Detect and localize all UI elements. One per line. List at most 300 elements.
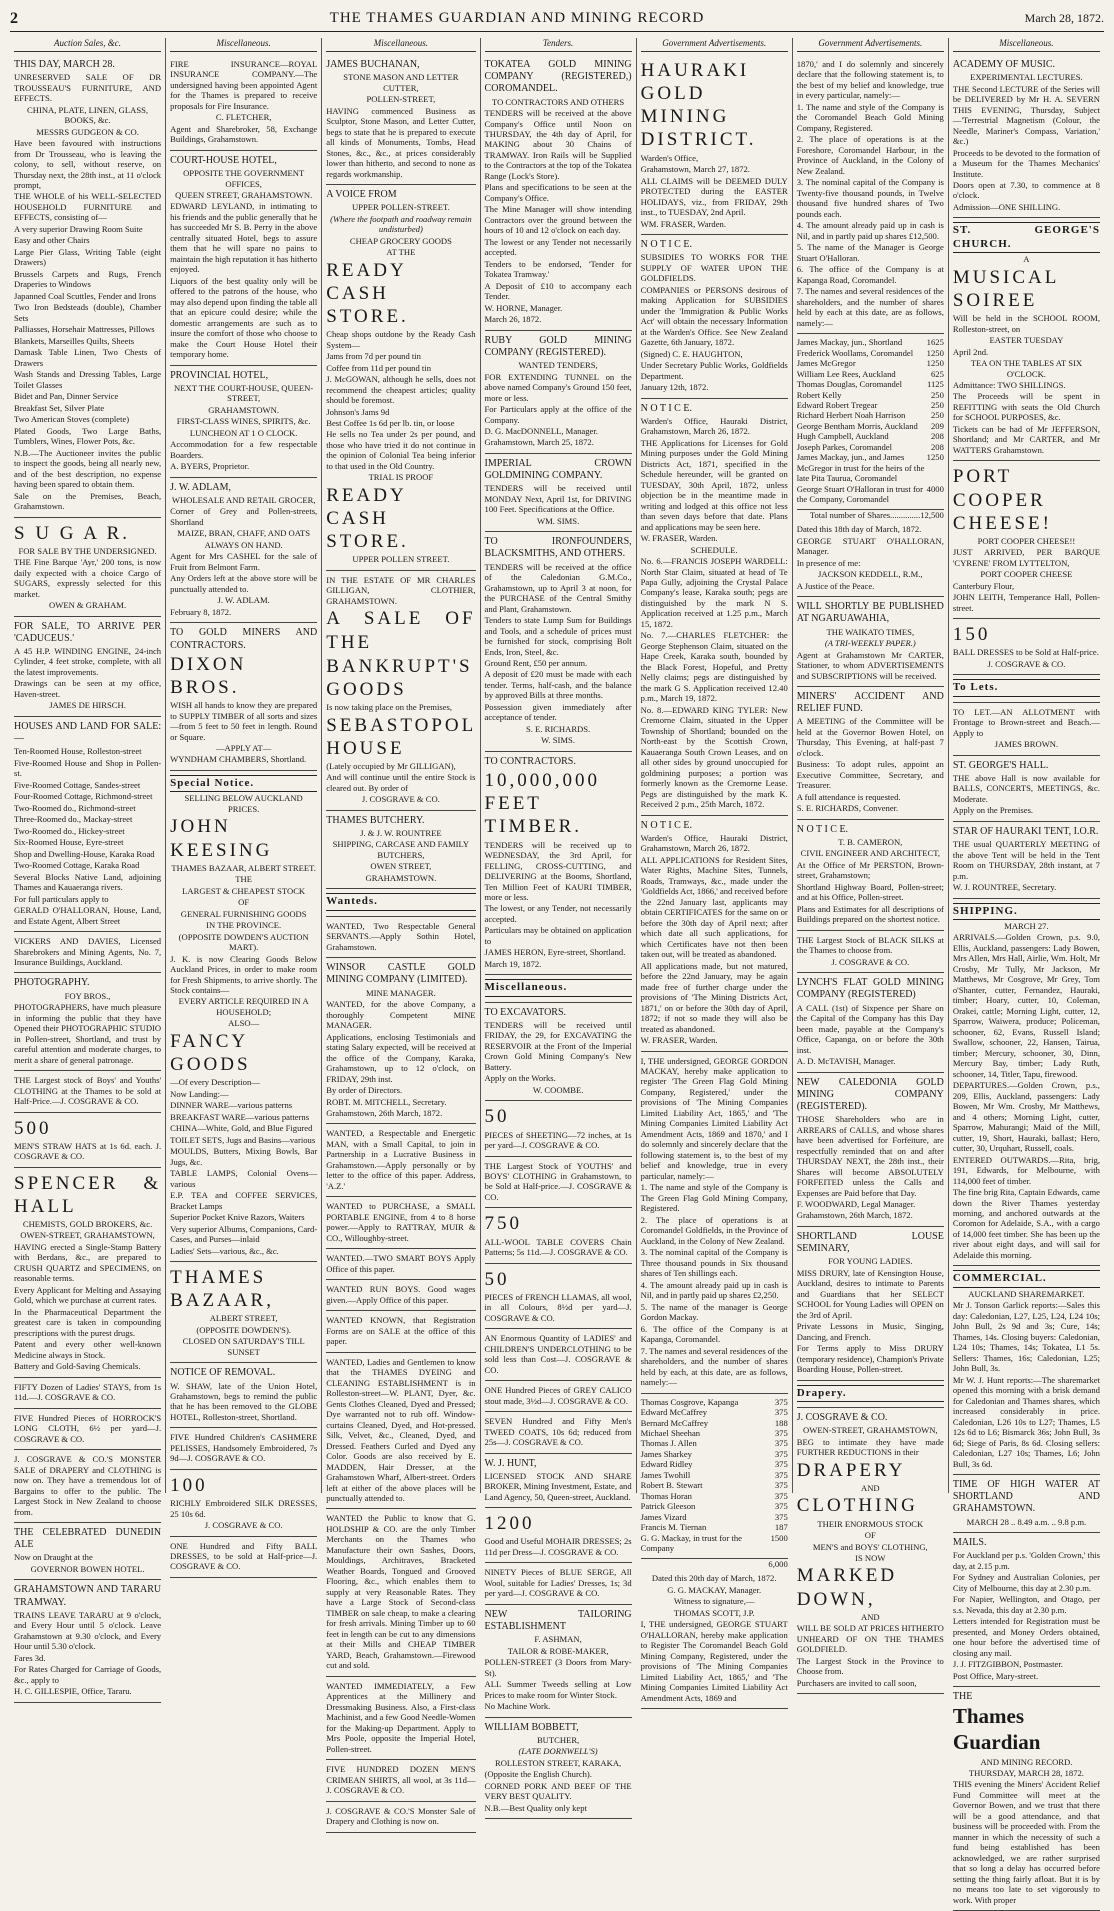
ad-line: Drawings can be seen at my office, Haven-street.	[14, 678, 162, 699]
ad-line: Grahamstown, 26th March, 1872.	[326, 1107, 443, 1118]
ad-line: SHIPPING.	[953, 903, 1100, 920]
ad-line: THOSE Shareholders who are in ARREARS of CALLS, and whose shares have been advertised for Forfeiture, are respectfully reminded that on and after THURSDAY NEXT, the 28th inst., their Shares will become ABSOLUTELY FORFEITED unless the Calls and Expenses are Paid before that Day.	[796, 1114, 944, 1198]
shareholder-name: Hugh Campbell, Auckland	[796, 431, 889, 442]
advertisement	[170, 478, 317, 624]
ad-line: WM. SIMS.	[536, 515, 580, 526]
ad-line: W. SIMS.	[541, 735, 575, 746]
ad-line: Johnson's Jams 9d	[326, 406, 390, 417]
advertisement	[485, 454, 632, 532]
ad-line: SHORTLAND LOUSE SEMINARY,	[796, 1230, 944, 1255]
ad-line: No. 7.—CHARLES FLETCHER: the George Stephenson Claim, situated on the Hape Creek, Karaka south, bounded by the Black Forest, Hopeful, and Pretty Nelly claims; pegs are distinguished by the mark G S. Application received 12.40 p.m., March 19, 1872.	[640, 630, 788, 704]
shareholder-row	[641, 1449, 788, 1459]
advertisement	[953, 756, 1100, 822]
ad-line: Agent for Mrs CASHEL for the sale of Fruit from Belmont Farm.	[170, 551, 318, 572]
ad-line: Shortland Highway Board, Pollen-street; and at his Office, Pollen-street.	[796, 881, 944, 903]
shareholder-name: Bernard McCaffrey	[640, 1417, 709, 1428]
ad-line: J. COSGRAVE & CO.	[204, 1520, 283, 1531]
ad-line: Warden's Office,	[640, 152, 699, 163]
ad-line: 4. The amount already paid up in cash is Nil, and in partly paid up shares £12,500.	[796, 220, 944, 241]
ad-line: Sale on the Premises, Beach, Grahamstown.	[14, 490, 162, 512]
newspaper-column	[637, 38, 793, 1703]
ad-line: THE usual QUARTERLY MEETING of the above Tent will be held in the Tent Room on THURSDAY, 28th instant, at 7 p.m.	[952, 839, 1100, 881]
advertisement	[797, 55, 944, 334]
advertisement	[326, 1197, 475, 1249]
advertisement	[170, 1428, 317, 1469]
ad-line: For full particulars apply to	[14, 893, 109, 904]
ad-line: Breakfast Set, Silver Plate	[14, 402, 105, 413]
shareholder-row	[797, 390, 944, 400]
ad-line: Jams from 7d per pound tin	[326, 351, 421, 362]
ad-line: 6. The office of the Company is at Kapanga, Coromandel.	[640, 1323, 788, 1345]
advertisement	[641, 1052, 788, 1394]
ad-line: BUTCHER,	[536, 1734, 580, 1745]
ad-line: J. COSGRAVE & CO.'S MONSTER SALE of DRAPERY and CLOTHING is now on. They have a tremendous lot of Bargains to offer to the public. The Largest Stock in New Zealand to choose from.	[14, 1454, 162, 1517]
ad-line: BEG to intimate they have made FURTHER REDUCTIONS in their	[796, 1436, 944, 1458]
advertisement	[953, 703, 1100, 756]
shareholder-shares: 1250	[926, 347, 944, 358]
ad-line: He sells no Tea under 2s per pound, and those who have tried it do not continue in the opinion of Colonial Tea being inferior to that used in the Old Country.	[326, 429, 476, 471]
ad-line: PORT COOPER CHEESE	[980, 569, 1073, 580]
ad-line: W. J. HUNT,	[484, 1457, 537, 1469]
ad-line: Business: To adopt rules, appoint an Executive Committee, Secretary, and Treasurer.	[796, 759, 944, 791]
shareholder-name: George Stuart O'Halloran in trust for the Company, Coromandel	[796, 483, 923, 505]
advertisement	[953, 1533, 1100, 1687]
ad-line: MINERS' ACCIDENT AND RELIEF FUND.	[796, 691, 944, 715]
ad-line: For Terms apply to Miss DRURY (temporary residence), Champion's Private Boarding House, Pollen-street.	[796, 1343, 944, 1375]
ad-line: MOULDS, Butters, Mixing Bowls, Bar Jugs, &c.	[170, 1146, 318, 1167]
advertisement	[485, 1003, 632, 1102]
ad-line: J. McGOWAN, although he sells, does not recommend the cheapest articles; quality should be foremost.	[326, 374, 476, 406]
ad-line: IN THE PROVINCE.	[206, 920, 282, 931]
shareholder-row	[641, 1438, 788, 1448]
ad-line: ALL CLAIMS will be DEEMED DULY PROTECTED during the EASTER HOLIDAYS, viz., from FRIDAY, 29th inst., to TUESDAY, 2nd April.	[640, 175, 788, 218]
ad-line: GEORGE STUART O'HALLORAN, Manager.	[796, 535, 944, 557]
ad-line: GOVERNOR BOWEN HOTEL.	[30, 1563, 145, 1574]
ad-line: Grahamstown, 26th March, 1872.	[796, 1210, 913, 1221]
ad-line: S U G A R.	[14, 522, 131, 544]
ad-line: Good and Useful MOHAIR DRESSES; 2s 11d per Dress—J. COSGRAVE & CO.	[484, 1536, 632, 1557]
ad-line: —Of every Description—	[170, 1077, 260, 1088]
shareholder-name: Joseph Parkes, Coromandel	[796, 441, 892, 452]
ad-line: TENDERS will be received at the above Company's Office until Noon on THURSDAY, the 4th day of April, for MAKING about 30 Chains of TRAMWAY. Iron Rails will be Supplied to the Contractors at the top of the Tokatea Range (Lock's Store).	[484, 108, 632, 181]
ad-line: MINE MANAGER.	[366, 987, 436, 998]
advertisement	[14, 55, 161, 518]
ad-line: W. HORNE, Manager.	[484, 302, 563, 313]
newspaper-column	[949, 38, 1104, 1905]
ad-line: THE Fine Barque 'Ayr,' 200 tons, is now daily expected with a choice Cargo of SUGARS, expressly selected for this market.	[14, 557, 162, 599]
shareholder-shares: 375	[774, 1501, 788, 1512]
ad-line: January 12th, 1872.	[640, 382, 709, 393]
advertisement	[14, 617, 161, 717]
advertisement	[953, 1475, 1100, 1533]
ad-line: READY CASH STORE.	[326, 259, 409, 327]
ad-line: Special Notice.	[170, 775, 317, 792]
shareholder-row	[797, 369, 944, 379]
shareholder-shares: 375	[774, 1438, 788, 1449]
shareholder-shares: 375	[774, 1459, 788, 1470]
ad-line: SPENCER & HALL	[14, 1172, 162, 1217]
ad-line: THIS DAY, MARCH 28.	[14, 58, 115, 70]
advertisement	[953, 1266, 1100, 1475]
ad-line: WANTED, a Respectable and Energetic MAN, with a Small Capital, to join in Partnership in a Lucrative Business in Grahamstown.—Apply personally or by letter to the office of this paper. Address, 'A.Z.'	[326, 1128, 476, 1191]
advertisement	[485, 1563, 632, 1604]
ad-line: THOMAS SCOTT, J.P.	[673, 1607, 755, 1618]
advertisement	[797, 973, 944, 1072]
issue-date: March 28, 1872.	[1024, 11, 1104, 25]
ad-line: SCHEDULE.	[690, 544, 738, 555]
shareholder-name: Edward Ridley	[640, 1459, 693, 1470]
ad-line: TOILET SETS, Jugs and Basins—various	[170, 1134, 316, 1145]
ad-line: CLOTHING	[796, 1495, 918, 1517]
ad-line: QUEEN STREET, GRAHAMSTOWN.	[175, 190, 313, 200]
ad-line: IN THE ESTATE OF MR CHARLES GILLIGAN, CLOTHIER, GRAHAMSTOWN.	[326, 574, 476, 606]
shareholder-name: James Vizard	[640, 1511, 687, 1522]
shareholder-shares: 1125	[926, 379, 944, 390]
ad-line: F. WOODWARD, Legal Manager.	[796, 1198, 916, 1209]
shareholder-name: James Mackay, jun., Shortland	[796, 337, 903, 348]
shareholder-row	[641, 1418, 788, 1428]
ad-line: OF	[238, 897, 250, 908]
ad-line: Drapery.	[797, 1385, 944, 1402]
ad-line: MARCH 28 .. 8.49 a.m. .. 9.8 p.m.	[966, 1516, 1087, 1527]
ad-line: EASTER TUESDAY	[989, 335, 1064, 346]
ad-line: BANKRUPT'S GOODS	[326, 655, 473, 700]
ad-line: AND MINING RECORD.	[980, 1756, 1073, 1767]
ad-line: 750	[484, 1213, 523, 1235]
ad-line: Damask Table Linen, Two Chests of Drawers	[14, 347, 162, 368]
ad-line: FANCY GOODS	[170, 1030, 251, 1076]
shareholder-shares: 1625	[926, 337, 944, 348]
advertisement	[170, 151, 317, 366]
shareholder-shares: 187	[774, 1522, 788, 1533]
advertisement	[485, 1412, 632, 1453]
ad-line: THE Second LECTURE of the Series will be DELIVERED by Mr H. A. SEVERN THIS EVENING, Thursday, Subject—'Terrestrial Magnetism (Colour, the Needle, Mariner's Compass, Variation,' &c.)	[952, 83, 1100, 147]
ad-line: Agent at Grahamstown Mr CARTER, Stationer, to whom ADVERTISEMENTS and SUBSCRIPTIONS will be received.	[796, 649, 944, 681]
ad-line: A VOICE FROM	[326, 189, 397, 200]
ad-line: The lowest or any Tender not necessarily accepted.	[484, 236, 632, 258]
ad-line: A deposit of £20 must be made with each tender. Terms, half-cash, and the balance by approved Bills at three months.	[484, 669, 632, 701]
ad-line: JAMES HERON, Eyre-street, Shortland.	[484, 947, 626, 958]
advertisement	[797, 1408, 944, 1694]
shareholder-row	[797, 484, 944, 505]
ad-line: I, THE undersigned, GEORGE GORDON MACKAY, hereby make application to register 'The Green Flag Gold Mining Company, Registered,' under the provisions of 'The Mining Companies Limited Liability Act, 1865,' and 'The Mining Companies Limited Liability Act Amendment Acts, 1869 and 1870,' and I do solemnly and sincerely declare that the following statement is, to the best of my belief and knowledge, true in every particular, namely:—	[640, 1055, 788, 1181]
advertisement	[326, 1677, 475, 1760]
ad-line: FIRST-CLASS WINES, SPIRITS, &c.	[176, 416, 311, 427]
ad-line: N O T I C E.	[640, 239, 692, 251]
ad-line: J. W. ADLAM,	[170, 481, 231, 493]
advertisement	[485, 1508, 632, 1563]
ad-line: BREAKFAST WARE—various patterns	[170, 1111, 310, 1122]
ad-line: CHINA—White, Gold, and Blue Figured	[170, 1123, 313, 1134]
ad-line: The Proceeds will be spent in REFITTING with seats the Old Church for SCHOOL PURPOSES, &c.	[952, 391, 1100, 423]
ad-line: OF	[864, 1530, 876, 1541]
ad-line: SELLING BELOW AUCKLAND PRICES.	[184, 793, 303, 814]
ad-line: Plans and specifications to be seen at the Company's Office.	[484, 182, 632, 203]
advertisement	[953, 55, 1100, 218]
ad-line: Large Pier Glass, Writing Table (eight Drawers)	[14, 246, 162, 268]
advertisement	[485, 975, 632, 1002]
shareholder-shares: 1250	[926, 358, 944, 369]
ad-line: THAMES BAZAAR,	[170, 1267, 274, 1312]
shareholder-shares: 375	[774, 1511, 788, 1522]
advertisement	[326, 1124, 475, 1197]
shareholder-row	[797, 421, 944, 431]
ad-line: RICHLY Embroidered SILK DRESSES, 25 10s 6d.	[170, 1498, 318, 1519]
ad-line: POLLEN-STREET,	[366, 94, 436, 105]
advertisement	[14, 1168, 161, 1378]
ad-line: N.B.—Best Quality only kept	[484, 1802, 587, 1813]
advertisement	[326, 571, 475, 811]
ad-line: WYNDHAM CHAMBERS, Shortland.	[170, 754, 307, 765]
advertisement	[797, 820, 944, 931]
ad-line: ENTERED OUTWARDS.—Rita, brig, 191, Edwards, for Melbourne, with 114,000 feet of timber.	[952, 1154, 1100, 1186]
ad-line: MEN'S STRAW HATS at 1s 6d. each. J. COSGRAVE & CO.	[14, 1140, 162, 1162]
ad-line: WHOLESALE AND RETAIL GROCER,	[171, 495, 316, 505]
ad-line: At the Office of Mr PERSTON, Brown-street, Grahamstown;	[796, 859, 944, 881]
ad-line: N O T I C E.	[640, 819, 692, 831]
ad-line: Corner of Grey and Pollen-streets, Shortland	[170, 506, 318, 527]
ad-line: To Lets.	[953, 679, 1100, 696]
ad-line: Any Orders left at the above store will be punctually attended to.	[170, 573, 318, 594]
ad-line: THE CELEBRATED DUNEDIN ALE	[14, 1527, 162, 1551]
shareholder-row	[641, 1491, 788, 1501]
advertisement	[485, 1454, 632, 1509]
ad-line: W. COOMBE.	[532, 1084, 584, 1095]
ad-line: OPPOSITE THE GOVERNMENT OFFICES,	[183, 168, 305, 189]
ad-line: STONE MASON AND LETTER CUTTER,	[343, 72, 459, 93]
ad-line: JUST ARRIVED, PER BARQUE 'CYRENE' FROM LYTTELTON,	[952, 547, 1100, 568]
ad-line: Under Secretary Public Works, Goldfields Department.	[640, 360, 788, 381]
advertisement	[641, 399, 788, 816]
newspaper-column	[10, 38, 166, 1697]
ad-line: Every Applicant for Melting and Assaying Gold, which we purchase at current rates.	[14, 1284, 162, 1306]
ad-line: February 8, 1872.	[170, 606, 232, 617]
ad-line: JACKSON KEDDELL, R.M.,	[818, 569, 923, 580]
ad-line: N O T I C E.	[640, 402, 692, 414]
ad-line: Battery and Gold-Saving Chemicals.	[14, 1361, 141, 1372]
ad-line: ALL-WOOL TABLE COVERS Chain Patterns; 5s 11d.—J. COSGRAVE & CO.	[484, 1236, 632, 1258]
ad-line: J. COSGRAVE & CO.	[987, 658, 1066, 669]
ad-line: By order of Directors.	[326, 1085, 403, 1096]
ad-line: F. ASHMAN,	[534, 1634, 582, 1645]
ad-line: CIVIL ENGINEER AND ARCHITECT,	[800, 848, 940, 859]
ad-line: FOR SALE BY THE UNDERSIGNED.	[18, 545, 157, 556]
shareholder-row	[797, 431, 944, 441]
ad-line: VICKERS AND DAVIES, Licensed Sharebrokers and Mining Agents, No. 7, Insurance Buildings, Auckland.	[14, 936, 162, 967]
advertisement	[14, 1113, 161, 1168]
shareholder-shares: 375	[774, 1480, 788, 1491]
ad-line: WANTED, for the above Company, a thoroughly Competent MINE MANAGER.	[326, 999, 476, 1031]
shareholder-row	[641, 1397, 788, 1407]
shareholder-name: William Lee Rees, Auckland	[796, 368, 896, 379]
ad-line: FOR SALE, TO ARRIVE PER 'CADUCEUS.'	[14, 620, 162, 644]
ad-line: UNRESERVED SALE OF DR TROUSSEAU'S FURNITURE, AND EFFECTS.	[14, 72, 162, 104]
shareholder-row	[641, 1533, 788, 1554]
ad-line: Agent and Sharebroker, 58, Exchange Buildings, Grahamstown.	[170, 123, 318, 145]
advertisement	[170, 1470, 317, 1537]
ad-line: GENERAL FURNISHING GOODS	[180, 908, 307, 919]
ad-line: Five-Roomed House and Shop in Pollen-st.	[14, 757, 162, 779]
ad-line: J. W. ADLAM.	[217, 595, 270, 606]
ad-line: J. COSGRAVE & CO.	[831, 956, 910, 967]
advertisement	[170, 623, 317, 771]
shareholder-name: James Sharkey	[640, 1448, 692, 1459]
shareholder-shares: 375	[774, 1490, 788, 1501]
ad-line: TO CONTRACTORS.	[484, 755, 576, 767]
ad-line: Mr W. J. Hunt reports:—The sharemarket opened this morning with a brisk demand for Caledonian and Thames shares, which increased considerably in price. Caledonian, L26 10s to L27; Thames, L5 12s 6d to L6; Bismarck 36s; John Bull, 3s 6d; Siege of Paris, 8s 6d. Closing sellers: Caledonian, L27 10s; Thames, L6; John Bull, 3s 6d.	[952, 1374, 1100, 1469]
ad-line: T. B. CAMERON,	[838, 836, 903, 847]
ad-line: 10,000,000 FEET TIMBER.	[484, 770, 601, 838]
ad-line: For Particulars apply at the office of the Company.	[484, 404, 632, 425]
advertisement	[485, 752, 632, 976]
ad-line: Grahamstown, March 25, 1872.	[484, 437, 594, 448]
ad-line: THE Largest Stock of YOUTHS' and BOYS' CLOTHING in Grahamstown, to be Sold at Half-price.—J. COSGRAVE & CO.	[484, 1160, 632, 1202]
ad-line: ROLLESTON STREET, KARAKA,	[494, 1757, 622, 1768]
ad-line: Witness to signature,—	[673, 1596, 755, 1607]
shareholders-list	[641, 1394, 788, 1559]
ad-line: Now Landing:—	[170, 1088, 229, 1099]
advertisement	[953, 619, 1100, 675]
shareholder-row	[797, 358, 944, 368]
ad-line: TENDERS will be received up to WEDNESDAY, the 3rd April, for FELLING, CROSS-CUTTING, and DELIVERING at the Booms, Shortland, Ten Million Feet of KAURI TIMBER, more or less.	[484, 839, 632, 902]
ad-line: S. E. RICHARDS, Convener.	[796, 803, 899, 814]
ad-line: ARRIVALS.—Golden Crown, p.s. 9.0, Ellis, Auckland, passengers: Lady Bowen, Mrs Allen, Mrs Hall, Airlie, Wm. Holt, Mr Crosby, Mr Tully, Mr Jackson, Mr Matthews, Mr Cosgrove, Mr Grey, Tom o'Shanter, cutter, Fernandez, Hauraki, timber; Hoary, cutter, 10, Coleman, Orakei, cattle; Morning Light, cutter, 12, Sparrow, Waiwera, produce; Policeman, schooner, 62, Evans, Russell Island; Swallow, schooner, 22, Hansen, Tairua, timber; Mercury, schooner, 30, Dinn, Mercury Bay, timber; Lady Ruth, schooner, 14, Titler, Tapu, firewood.	[952, 932, 1100, 1079]
ad-line: Several Blocks Native Land, adjoining Thames and Kauaeranga rivers.	[14, 871, 162, 893]
ad-line: Wash Stands and Dressing Tables, Large Toilet Glasses	[14, 369, 162, 390]
ad-line: C. FLETCHER,	[215, 112, 272, 123]
ad-line: JOHN LEITH, Temperance Hall, Pollen-street.	[952, 592, 1100, 613]
ad-line: Particulars may be obtained on application to	[484, 925, 632, 946]
ad-line: FOR YOUNG LADIES.	[828, 1256, 913, 1267]
ad-line: DINNER WARE—various patterns	[170, 1100, 293, 1111]
advertisement	[326, 1311, 475, 1352]
shareholder-shares: 375	[774, 1469, 788, 1480]
advertisement	[14, 1450, 161, 1523]
ad-line: FIVE Hundred Pieces of HORROCK'S LONG CLOTH, 6½ per yard—J. COSGRAVE & CO.	[14, 1412, 162, 1444]
ad-line: ALL Summer Tweeds selling at Low Prices to make room for Winter Stock.	[484, 1679, 632, 1700]
page-number: 2	[10, 9, 18, 27]
ad-line: MISS DRURY, late of Kensington House, Auckland, desires to intimate to Parents and Guardians that her SELECT SCHOOL for Young Ladies will OPEN on the 3rd of April.	[796, 1267, 944, 1320]
ad-line: EXPERIMENTAL LECTURES.	[970, 72, 1083, 83]
ad-line: FIRE INSURANCE—ROYAL INSURANCE COMPANY.—The undersigned having been appointed Agent for the Thames is prepared to receive proposals for Fire Insurance.	[170, 58, 318, 111]
ad-line: 500	[14, 1117, 52, 1139]
shareholder-name: Frederick Woollams, Coromandel	[796, 347, 914, 358]
ad-line: Now on Draught at the	[14, 1552, 93, 1563]
ad-line: Palliasses, Horsehair Mattresses, Pillows	[14, 324, 155, 335]
ad-line: Private Lessons in Music, Singing, Dancing, and French.	[796, 1321, 944, 1342]
ad-line: All applications made, but not matured, before the 22nd January, may be again made free of further charge under the provisions of 'The Mining Districts Act, 1871,' on or before the 30th day of April, 1872; if not so made they will also be treated as abandoned.	[640, 960, 788, 1034]
ad-line: The Largest Stock in the Province to Choose from.	[796, 1655, 944, 1677]
ad-line: NEW TAILORING ESTABLISHMENT	[484, 1608, 632, 1632]
shareholder-name: G. G. Mackay, in trust for the Company	[640, 1532, 742, 1554]
ad-line: WISH all hands to know they are prepared to SUPPLY TIMBER of all sorts and sizes—from 5 feet to 50 feet in length. Round or Square.	[170, 700, 318, 742]
advertisement	[953, 899, 1100, 1267]
ad-line: Ladies' Sets—various, &c., &c.	[170, 1245, 279, 1256]
ad-line: WANTED.—TWO SMART BOYS Apply Office of this paper.	[326, 1253, 476, 1274]
ad-line: EVERY ARTICLE REQUIRED IN A HOUSEHOLD;	[178, 996, 309, 1017]
advertisement	[485, 331, 632, 454]
advertisement	[326, 1509, 475, 1676]
ad-line: W. J. ROUNTREE, Secretary.	[952, 882, 1057, 893]
ad-line: WILL SHORTLY BE PUBLISHED AT NGARUAWAHIA,	[796, 601, 944, 625]
ad-line: A SALE OF THE	[326, 608, 476, 653]
ad-line: A Justice of the Peace.	[796, 580, 875, 591]
ad-line: N O T I C E.	[796, 823, 849, 835]
ad-line: A. D. McTAVISH, Manager.	[796, 1056, 896, 1067]
shareholder-shares: 209	[930, 420, 944, 431]
ad-line: 150	[952, 624, 991, 646]
ad-line: SEVEN Hundred and Fifty Men's TWEED COATS, 10s 6d; reduced from 25s—J. COSGRAVE & CO.	[484, 1416, 632, 1448]
advertisement	[953, 675, 1100, 702]
ad-line: A very superior Drawing Room Suite	[14, 223, 143, 234]
ad-line: 50	[484, 1106, 510, 1128]
ad-line: READY CASH STORE.	[326, 484, 409, 553]
ad-line: ACADEMY OF MUSIC.	[952, 58, 1056, 70]
advertisement	[797, 931, 944, 973]
ad-line: Purchasers are invited to call soon,	[796, 1677, 917, 1688]
ad-line: Dated this 18th day of March, 1872.	[796, 524, 922, 535]
ad-line: JAMES DE HIRSCH.	[49, 700, 126, 711]
ad-line: IMPERIAL CROWN GOLDMINING COMPANY.	[484, 457, 632, 482]
ad-line: Admittance: TWO SHILLINGS.	[952, 380, 1066, 390]
ad-line: I, THE undersigned, GEORGE STUART O'HALLORAN, hereby make application to Register The Coromandel Beach Gold Mining Company, Registered, under the provisions of 'The Mining Companies Limited Liability Act, 1865,' and 'The Mining Companies Limited Liability Act Amendment Acts, 1869 and	[640, 1619, 788, 1703]
ad-line: IS NOW	[855, 1552, 886, 1563]
ad-line: TRIAL IS PROOF	[368, 472, 434, 483]
advertisement	[485, 1208, 632, 1263]
ad-line: MEN'S and BOYS' CLOTHING,	[812, 1541, 928, 1552]
ad-line: (Opposite the English Church).	[484, 1769, 592, 1780]
advertisement	[14, 973, 161, 1071]
shareholder-name: Edward Robert Tregear	[796, 399, 878, 410]
advertisement	[485, 1605, 632, 1718]
ad-line: THE WHOLE of his WELL-SELECTED HOUSEHOLD FURNITURE and EFFECTS, consisting of—	[14, 191, 162, 223]
ad-line: Doors open at 7.30, to commence at 8 o'clock.	[952, 180, 1100, 201]
ad-line: PHOTOGRAPHY.	[14, 977, 90, 989]
ad-line: WILLIAM BOBBETT,	[484, 1721, 579, 1733]
ad-line: A	[1023, 254, 1030, 265]
advertisement	[641, 235, 788, 398]
ad-line: (Signed) C. E. HAUGHTON,	[640, 348, 743, 359]
newspaper-title: THE THAMES GUARDIAN AND MINING RECORD	[329, 10, 705, 26]
ad-line: JOHN KEESING	[170, 816, 273, 861]
ad-line: OWEN & GRAHAM.	[49, 600, 127, 611]
ad-line: OWEN STREET,	[370, 861, 432, 872]
ad-line: Five-Roomed Cottage, Sandes-street	[14, 779, 141, 790]
advertisement	[326, 1280, 475, 1311]
shareholder-shares: 208	[930, 441, 944, 452]
shareholder-name: Robert B. Stewart	[640, 1480, 703, 1491]
ad-line: TO LET.—AN ALLOTMENT with Frontage to Brown-street and Beach.—Apply to	[952, 706, 1100, 738]
ad-line: Tickets can be had of Mr JEFFERSON, Shortland; and Mr CARTER, and Mr WATTERS Grahamstown.	[952, 423, 1100, 455]
ad-line: H. C. GILLESPIE, Office, Tararu.	[14, 1686, 132, 1697]
advertisement	[326, 55, 475, 185]
advertisement	[797, 1073, 944, 1227]
ad-line: COURT-HOUSE HOTEL,	[170, 154, 277, 166]
ad-line: ST. GEORGE'S CHURCH.	[953, 222, 1100, 253]
advertisement	[641, 816, 788, 1052]
ad-line: TO GOLD MINERS AND CONTRACTORS.	[170, 627, 318, 651]
column-heading: Miscellaneous.	[326, 38, 475, 52]
shareholder-shares: 1250	[926, 452, 944, 463]
ad-line: WANTED, Ladies and Gentlemen to know that the THAMES DYEING and CLEANING ESTABLISHMENT is in Rolleston-street—W. PLANT, Dyer, &c. Gents Clothes Cleaned, Dyed and Pressed; Dye warranted not to rub off. Window-curtains Cleaned, Dyed, and Hot-pressed. Silk, Velvet, &c., Cleaned, Dyed, and Dressed. Feathers Curled and Dyed any Color. Goods are also received by E. MADDEN, Hair Dresser, at the Grahamstown Wharf, Albert-street. Orders left at either of the above places will be punctually attended to.	[326, 1356, 476, 1503]
ad-line: THE	[952, 1691, 973, 1703]
ad-line: 50	[484, 1268, 510, 1290]
ad-line: SEBASTOPOL HOUSE	[326, 714, 477, 759]
ad-line: 2. The place of operations is at the Foreshore, Coromandel Harbour, in the Province of Auckland, in the Colony of New Zealand.	[796, 134, 944, 176]
ad-line: J. COSGRAVE & CO.'S Monster Sale of Drapery and Clothing is now on.	[326, 1805, 476, 1827]
ad-line: UPPER POLLEN STREET.	[352, 554, 450, 565]
shareholder-row	[641, 1470, 788, 1480]
